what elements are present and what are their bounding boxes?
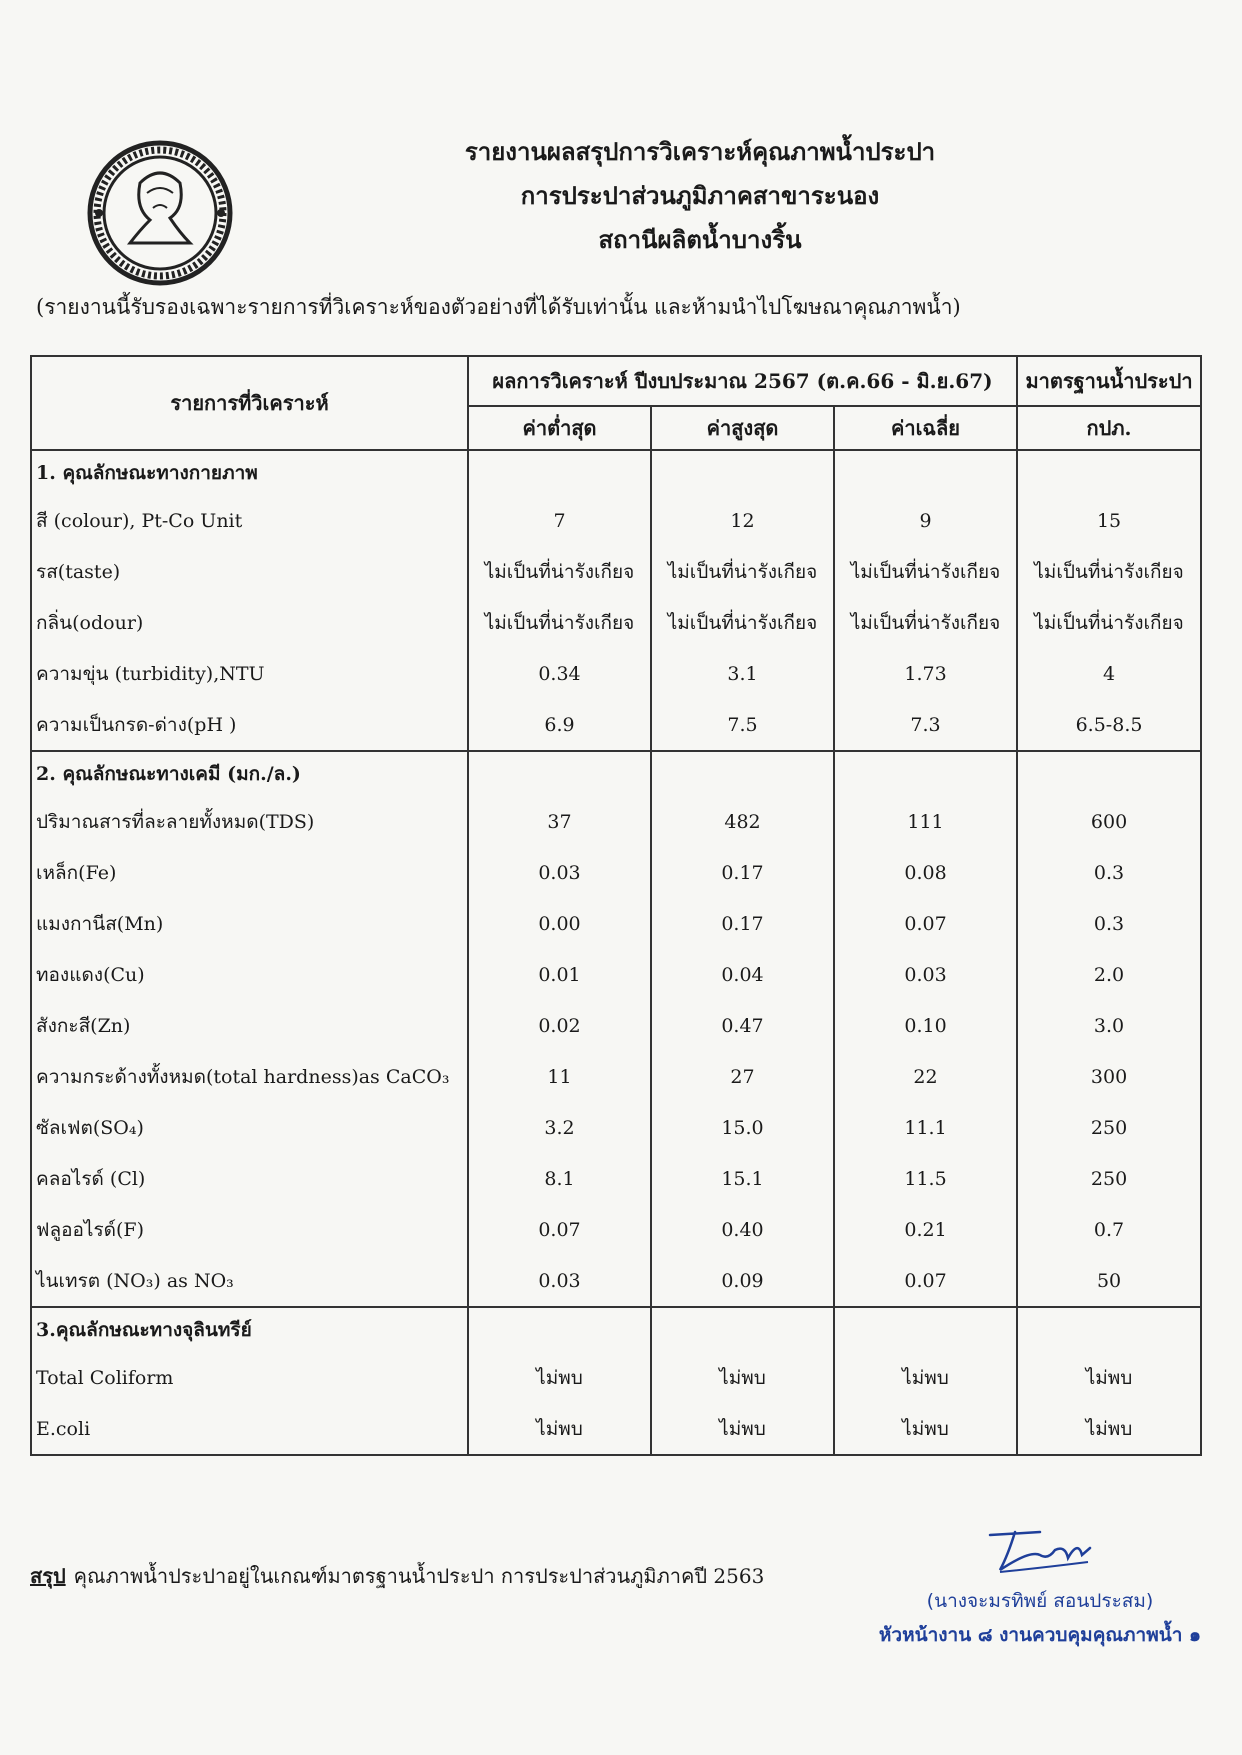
value-max: 27: [651, 1051, 834, 1102]
table-row: [31, 1255, 1201, 1307]
header-avg: ค่าเฉลี่ย: [834, 406, 1017, 450]
value-min: 6.9: [468, 699, 651, 751]
value-standard: ไม่เป็นที่น่ารังเกียจ: [1017, 546, 1201, 597]
param-name: Total Coliform: [31, 1352, 468, 1403]
signatory-position: หัวหน้างาน ๘ งานควบคุมคุณภาพน้ำ ๑: [878, 1624, 1202, 1646]
value-min: 3.2: [468, 1102, 651, 1153]
value-avg: ไม่พบ: [834, 1403, 1017, 1455]
table-row: [31, 796, 1201, 847]
value-min: 0.34: [468, 648, 651, 699]
value-max: 15.0: [651, 1102, 834, 1153]
value-avg: ไม่เป็นที่น่ารังเกียจ: [834, 597, 1017, 648]
value-min: 0.02: [468, 1000, 651, 1051]
value-min: 0.03: [468, 847, 651, 898]
value-standard: 15: [1017, 495, 1201, 546]
value-avg: 11.1: [834, 1102, 1017, 1153]
report-branch: การประปาส่วนภูมิภาคสาขาระนอง: [520, 181, 880, 210]
value-avg: 11.5: [834, 1153, 1017, 1204]
value-standard: 250: [1017, 1153, 1201, 1204]
value-max: 482: [651, 796, 834, 847]
value-max: 12: [651, 495, 834, 546]
value-min: 7: [468, 495, 651, 546]
param-name: ความกระด้างทั้งหมด(total hardness)as CaCO₃: [31, 1051, 468, 1102]
table-row: [31, 1352, 1201, 1403]
section-empty-cell: [1017, 450, 1201, 495]
value-max: ไม่พบ: [651, 1403, 834, 1455]
section-empty-cell: [834, 751, 1017, 796]
value-max: 0.47: [651, 1000, 834, 1051]
value-min: ไม่พบ: [468, 1403, 651, 1455]
section-empty-cell: [468, 1307, 651, 1352]
value-min: 8.1: [468, 1153, 651, 1204]
value-min: 0.00: [468, 898, 651, 949]
value-avg: 0.21: [834, 1204, 1017, 1255]
report-title: รายงานผลสรุปการวิเคราะห์คุณภาพน้ำประปา: [464, 137, 936, 166]
section-header-row: [31, 751, 1201, 796]
value-max: 0.40: [651, 1204, 834, 1255]
param-name: ทองแดง(Cu): [31, 949, 468, 1000]
section-title: 1. คุณลักษณะทางกายภาพ: [31, 450, 468, 495]
value-standard: 250: [1017, 1102, 1201, 1153]
value-standard: 0.7: [1017, 1204, 1201, 1255]
value-standard: 0.3: [1017, 898, 1201, 949]
value-min: 11: [468, 1051, 651, 1102]
signatory-name: (นางจะมรทิพย์ สอนประสม): [926, 1590, 1154, 1612]
section-empty-cell: [834, 450, 1017, 495]
value-max: 3.1: [651, 648, 834, 699]
param-name: สี (colour), Pt-Co Unit: [31, 495, 468, 546]
table-row: [31, 597, 1201, 648]
value-avg: 22: [834, 1051, 1017, 1102]
header-results: ผลการวิเคราะห์ ปีงบประมาณ 2567 (ต.ค.66 - มิ.ย.67): [468, 356, 1017, 406]
section-empty-cell: [468, 450, 651, 495]
table-row: [31, 699, 1201, 751]
value-avg: 0.07: [834, 898, 1017, 949]
summary-label: สรุป: [30, 1564, 66, 1588]
value-min: ไม่พบ: [468, 1352, 651, 1403]
report-header: [340, 130, 1060, 262]
table-row: [31, 1153, 1201, 1204]
value-min: ไม่เป็นที่น่ารังเกียจ: [468, 597, 651, 648]
table-row: [31, 949, 1201, 1000]
section-header-row: [31, 1307, 1201, 1352]
value-avg: ไม่พบ: [834, 1352, 1017, 1403]
value-max: ไม่พบ: [651, 1352, 834, 1403]
header-standard-sub: กปภ.: [1017, 406, 1201, 450]
value-avg: 9: [834, 495, 1017, 546]
param-name: ความเป็นกรด-ด่าง(pH ): [31, 699, 468, 751]
value-avg: 0.10: [834, 1000, 1017, 1051]
value-avg: 7.3: [834, 699, 1017, 751]
handwritten-signature: [970, 1520, 1110, 1580]
value-max: 0.04: [651, 949, 834, 1000]
value-max: ไม่เป็นที่น่ารังเกียจ: [651, 597, 834, 648]
section-empty-cell: [651, 1307, 834, 1352]
section-empty-cell: [834, 1307, 1017, 1352]
report-disclaimer: (รายงานนี้รับรองเฉพาะรายการที่วิเคราะห์ของตัวอย่างที่ได้รับเท่านั้น และห้ามนำไปโฆษณาคุณภาพน้ำ): [36, 295, 961, 319]
value-avg: 1.73: [834, 648, 1017, 699]
value-min: 0.07: [468, 1204, 651, 1255]
param-name: แมงกานีส(Mn): [31, 898, 468, 949]
header-max: ค่าสูงสุด: [651, 406, 834, 450]
value-standard: 2.0: [1017, 949, 1201, 1000]
value-standard: ไม่เป็นที่น่ารังเกียจ: [1017, 597, 1201, 648]
table-row: [31, 648, 1201, 699]
param-name: คลอไรด์ (Cl): [31, 1153, 468, 1204]
table-row: [31, 1403, 1201, 1455]
value-min: 0.03: [468, 1255, 651, 1307]
param-name: สังกะสี(Zn): [31, 1000, 468, 1051]
header-item: รายการที่วิเคราะห์: [31, 356, 468, 450]
section-header-row: [31, 450, 1201, 495]
section-empty-cell: [651, 450, 834, 495]
value-standard: 50: [1017, 1255, 1201, 1307]
value-standard: 4: [1017, 648, 1201, 699]
value-max: 15.1: [651, 1153, 834, 1204]
value-standard: 3.0: [1017, 1000, 1201, 1051]
header-standard: มาตรฐานน้ำประปา: [1017, 356, 1201, 406]
section-title: 3.คุณลักษณะทางจุลินทรีย์: [31, 1307, 468, 1352]
value-standard: 600: [1017, 796, 1201, 847]
section-empty-cell: [1017, 1307, 1201, 1352]
value-max: 0.17: [651, 898, 834, 949]
summary-text: คุณภาพน้ำประปาอยู่ในเกณฑ์มาตรฐานน้ำประปา การประปาส่วนภูมิภาคปี 2563: [73, 1564, 765, 1588]
value-standard: 6.5-8.5: [1017, 699, 1201, 751]
signature-block: [850, 1520, 1230, 1650]
param-name: กลิ่น(odour): [31, 597, 468, 648]
param-name: รส(taste): [31, 546, 468, 597]
value-min: ไม่เป็นที่น่ารังเกียจ: [468, 546, 651, 597]
value-min: 0.01: [468, 949, 651, 1000]
value-avg: 111: [834, 796, 1017, 847]
value-max: 0.17: [651, 847, 834, 898]
value-standard: 0.3: [1017, 847, 1201, 898]
param-name: E.coli: [31, 1403, 468, 1455]
header-min: ค่าต่ำสุด: [468, 406, 651, 450]
section-empty-cell: [651, 751, 834, 796]
param-name: ไนเทรต (NO₃) as NO₃: [31, 1255, 468, 1307]
table-row: [31, 495, 1201, 546]
param-name: ปริมาณสารที่ละลายทั้งหมด(TDS): [31, 796, 468, 847]
param-name: ซัลเฟต(SO₄): [31, 1102, 468, 1153]
value-avg: 0.08: [834, 847, 1017, 898]
value-min: 37: [468, 796, 651, 847]
table-row: [31, 1000, 1201, 1051]
value-max: ไม่เป็นที่น่ารังเกียจ: [651, 546, 834, 597]
section-title: 2. คุณลักษณะทางเคมี (มก./ล.): [31, 751, 468, 796]
param-name: ความขุ่น (turbidity),NTU: [31, 648, 468, 699]
report-station: สถานีผลิตน้ำบางริ้น: [598, 225, 802, 254]
table-row: [31, 1102, 1201, 1153]
summary: [30, 1560, 764, 1592]
section-empty-cell: [1017, 751, 1201, 796]
value-avg: ไม่เป็นที่น่ารังเกียจ: [834, 546, 1017, 597]
table-row: [31, 1204, 1201, 1255]
value-standard: ไม่พบ: [1017, 1403, 1201, 1455]
section-empty-cell: [468, 751, 651, 796]
param-name: เหล็ก(Fe): [31, 847, 468, 898]
table-row: [31, 847, 1201, 898]
param-name: ฟลูออไรด์(F): [31, 1204, 468, 1255]
analysis-results-table: [30, 355, 1202, 1456]
value-max: 0.09: [651, 1255, 834, 1307]
table-row: [31, 898, 1201, 949]
value-standard: ไม่พบ: [1017, 1352, 1201, 1403]
value-max: 7.5: [651, 699, 834, 751]
value-standard: 300: [1017, 1051, 1201, 1102]
table-row: [31, 1051, 1201, 1102]
value-avg: 0.07: [834, 1255, 1017, 1307]
pwa-seal-logo: [85, 138, 235, 288]
table-row: [31, 546, 1201, 597]
value-avg: 0.03: [834, 949, 1017, 1000]
